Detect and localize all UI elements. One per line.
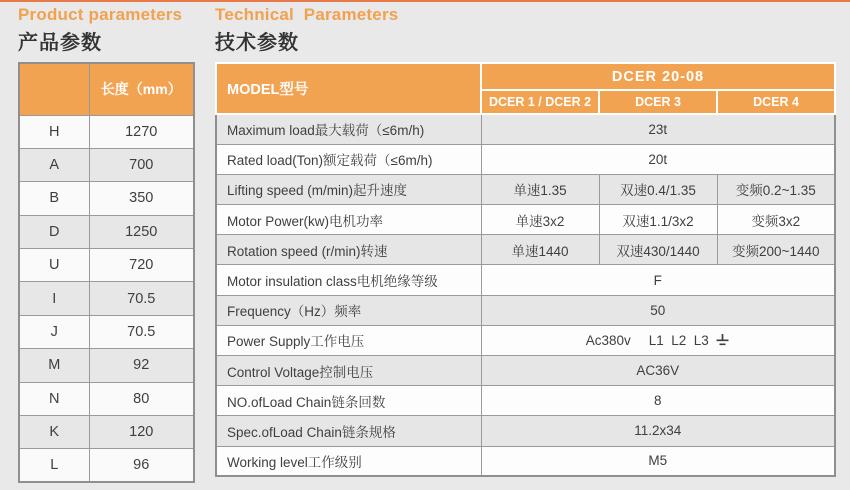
spec-value: AC36V <box>481 356 835 386</box>
table-row <box>216 295 835 325</box>
spec-label: Maximum load最大载荷（≤6m/h) <box>216 114 481 144</box>
dim-label: M <box>19 349 89 382</box>
table-row <box>19 315 194 348</box>
table-row <box>216 386 835 416</box>
spec-value: 双速1.1/3x2 <box>599 205 717 235</box>
table-row <box>19 182 194 215</box>
technical-parameters-table <box>215 62 836 477</box>
dim-header-row <box>19 63 194 115</box>
spec-label: Power Supply工作电压 <box>216 325 481 355</box>
spec-label: Motor Power(kw)电机功率 <box>216 205 481 235</box>
power-supply-value <box>481 325 835 355</box>
dim-header-length-cell: 长度（mm） <box>89 63 194 115</box>
table-row <box>19 382 194 415</box>
power-supply-phases: L1 L2 L3 <box>648 332 709 348</box>
spec-value: 单速1.35 <box>481 174 599 204</box>
earth-ground-icon <box>715 334 730 347</box>
model-header-cell: MODEL型号 <box>216 63 481 114</box>
spec-value: 50 <box>481 295 835 325</box>
dim-value: 720 <box>89 249 194 282</box>
spec-value: 20t <box>481 144 835 174</box>
table-row <box>216 235 835 265</box>
table-row <box>19 249 194 282</box>
table-row <box>19 282 194 315</box>
spec-value: 11.2x34 <box>481 416 835 446</box>
spec-value: 8 <box>481 386 835 416</box>
column-header-dcer4: DCER 4 <box>717 90 835 114</box>
dim-label: N <box>19 382 89 415</box>
dim-value: 1270 <box>89 115 194 148</box>
dim-label: J <box>19 315 89 348</box>
table-row <box>19 215 194 248</box>
spec-value: 双速430/1440 <box>599 235 717 265</box>
table-row <box>216 205 835 235</box>
dim-value: 70.5 <box>89 282 194 315</box>
dim-value: 1250 <box>89 215 194 248</box>
spec-label: Lifting speed (m/min)起升速度 <box>216 174 481 204</box>
dim-label: H <box>19 115 89 148</box>
product-parameters-panel <box>18 5 196 483</box>
spec-value: F <box>481 265 835 295</box>
table-row <box>19 349 194 382</box>
dim-value: 70.5 <box>89 315 194 348</box>
spec-label: Spec.ofLoad Chain链条规格 <box>216 416 481 446</box>
column-header-dcer1-2: DCER 1 / DCER 2 <box>481 90 599 114</box>
dim-label: D <box>19 215 89 248</box>
tech-header-row-top <box>216 63 835 90</box>
spec-value: 单速3x2 <box>481 205 599 235</box>
dim-label: B <box>19 182 89 215</box>
column-header-dcer3: DCER 3 <box>599 90 717 114</box>
dim-header-empty-cell <box>19 63 89 115</box>
spec-label: Rated load(Ton)额定载荷（≤6m/h) <box>216 144 481 174</box>
spec-value: 单速1440 <box>481 235 599 265</box>
spec-label: Control Voltage控制电压 <box>216 356 481 386</box>
table-row <box>216 174 835 204</box>
product-parameters-title-en: Product parameters <box>18 5 183 24</box>
dim-value: 96 <box>89 449 194 482</box>
table-row <box>19 449 194 482</box>
spec-value: 变频3x2 <box>717 205 835 235</box>
spec-value: 23t <box>481 114 835 144</box>
dim-label: A <box>19 148 89 181</box>
table-row <box>19 148 194 181</box>
table-row <box>216 446 835 476</box>
dim-value: 120 <box>89 416 194 449</box>
spec-label: Rotation speed (r/min)转速 <box>216 235 481 265</box>
dim-value: 80 <box>89 382 194 415</box>
spec-label: Frequency（Hz）频率 <box>216 295 481 325</box>
table-row <box>216 265 835 295</box>
dim-label: K <box>19 416 89 449</box>
product-parameters-title-zh: 产品参数 <box>18 32 102 54</box>
table-row <box>216 325 835 355</box>
table-row <box>216 416 835 446</box>
table-row <box>19 416 194 449</box>
spec-value: 变频0.2~1.35 <box>717 174 835 204</box>
technical-parameters-panel <box>215 5 840 477</box>
spec-label: Motor insulation class电机绝缘等级 <box>216 265 481 295</box>
dim-label: I <box>19 282 89 315</box>
technical-parameters-title-en: Technical Parameters <box>215 5 399 24</box>
table-row <box>19 115 194 148</box>
power-supply-voltage: Ac380v <box>585 332 631 348</box>
dim-label: L <box>19 449 89 482</box>
technical-parameters-title-zh: 技术参数 <box>215 32 299 54</box>
table-row <box>216 356 835 386</box>
spec-value: 变频200~1440 <box>717 235 835 265</box>
spec-label: Working level工作级别 <box>216 446 481 476</box>
dim-value: 700 <box>89 148 194 181</box>
dim-label: U <box>19 249 89 282</box>
spec-value: 双速0.4/1.35 <box>599 174 717 204</box>
dim-value: 92 <box>89 349 194 382</box>
dim-value: 350 <box>89 182 194 215</box>
product-dimensions-table <box>18 62 195 483</box>
spec-value: M5 <box>481 446 835 476</box>
spec-label: NO.ofLoad Chain链条回数 <box>216 386 481 416</box>
table-row <box>216 144 835 174</box>
table-row <box>216 114 835 144</box>
series-header-cell: DCER 20-08 <box>481 63 835 90</box>
